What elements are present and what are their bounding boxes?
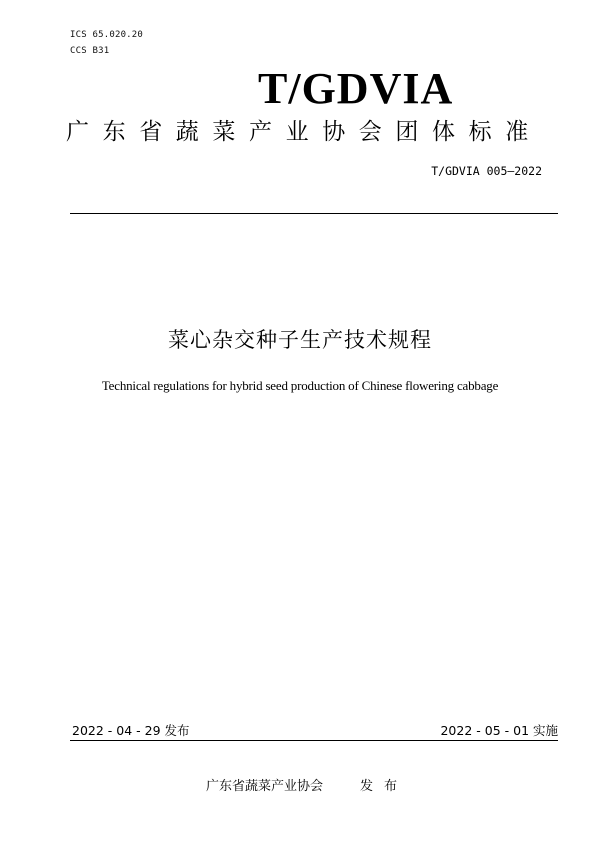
publish-label: 发布 <box>360 779 409 794</box>
implementation-date: 2022 - 05 - 01 实施 <box>440 723 558 738</box>
header-divider <box>70 213 558 214</box>
issue-date: 2022 - 04 - 29 发布 <box>72 723 190 738</box>
ics-code: ICS 65.020.20 <box>70 30 144 40</box>
standard-brand-logo: T/GDVIA <box>258 64 454 113</box>
document-title-english: Technical regulations for hybrid seed production of Chinese flowering cabbage <box>101 378 499 393</box>
publisher-name: 广东省蔬菜产业协会 <box>206 779 324 794</box>
ccs-code: CCS B31 <box>70 46 110 56</box>
document-title-chinese: 菜心杂交种子生产技术规程 <box>168 328 432 352</box>
standard-number: T/GDVIA 005—2022 <box>431 164 542 178</box>
footer-divider <box>70 740 558 741</box>
organization-standard-heading: 广东省蔬菜产业协会团体标准 <box>66 119 542 145</box>
